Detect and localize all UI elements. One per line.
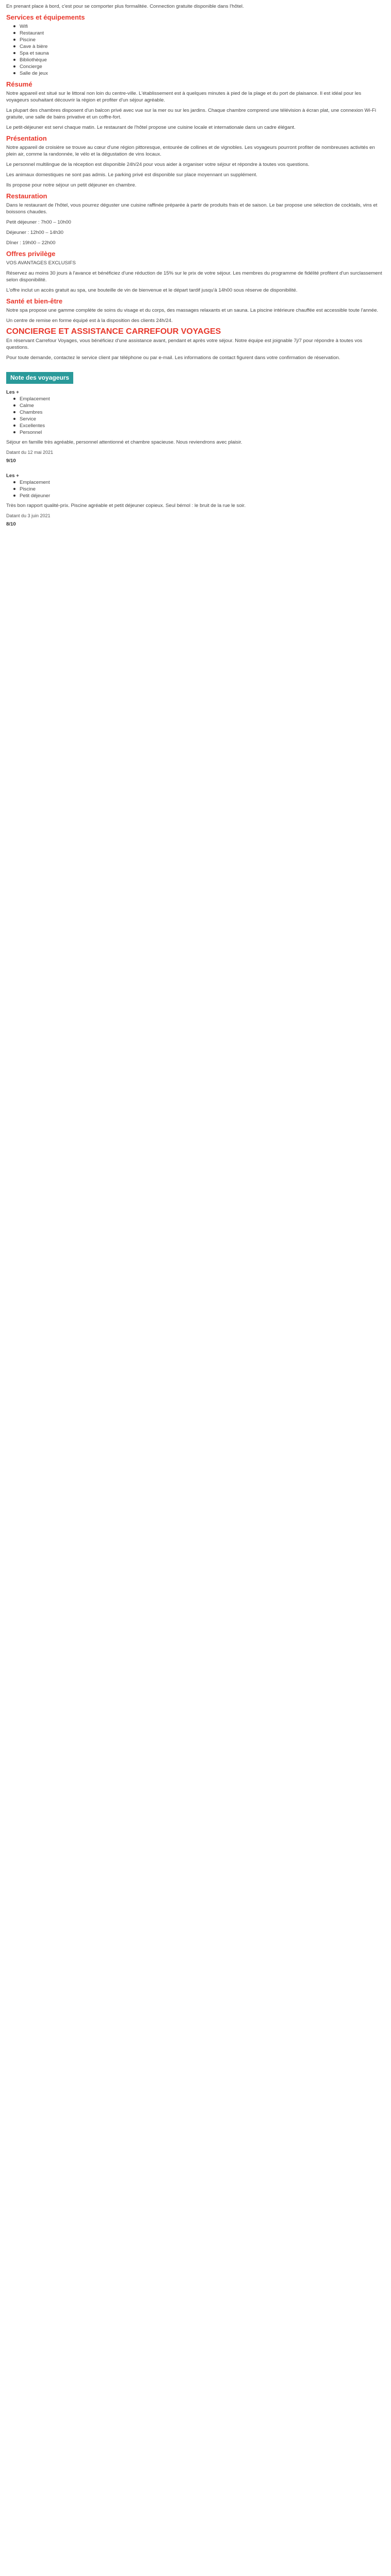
section-paragraph: Le personnel multilingue de la réception est disponible 24h/24 pour vous aider à organiser votre séjour et répondre à toutes vos questions.: [6, 162, 309, 167]
bullet-item: Concierge: [13, 63, 385, 70]
bullet-item: Restaurant: [13, 30, 385, 37]
review-text: Très bon rapport qualité-prix. Piscine agréable et petit déjeuner copieux. Seul bémol : le bruit de la rue le soir.: [6, 503, 246, 509]
section-title: Santé et bien-être: [6, 297, 63, 305]
section-paragraph: Notre spa propose une gamme complète de soins du visage et du corps, des massages relaxants et un sauna. La piscine intérieure chauffée est accessible toute l'année.: [6, 308, 379, 313]
review-score: 9/10: [6, 458, 16, 464]
section-paragraph: Réservez au moins 30 jours à l'avance et bénéficiez d'une réduction de 15% sur le prix de votre séjour. Les membres du programme de fidélité profitent d'un surclassement selon disponibilité.: [6, 270, 382, 283]
section-paragraph: Notre appareil est situé sur le littoral non loin du centre-ville. L'établissement est à quelques minutes à pied de la plage et du port de plaisance. Il est idéal pour les voyageurs souhaitant découvrir la région et profiter d'un séjour agréable.: [6, 91, 362, 103]
concierge-paragraph: En réservant Carrefour Voyages, vous bénéficiez d'une assistance avant, pendant et après votre séjour. Notre équipe est joignable 7j/7 pour répondre à toutes vos questions.: [6, 338, 363, 350]
page: [0, 0, 391, 528]
bullet-item: Excellentes: [13, 422, 385, 429]
section-title: Présentation: [6, 134, 47, 142]
section-title: Résumé: [6, 80, 32, 88]
section-title: Offres privilège: [6, 250, 56, 258]
concierge-title: CONCIERGE ET ASSISTANCE CARREFOUR VOYAGES: [6, 327, 221, 336]
section-paragraph: Dîner : 19h00 – 22h00: [6, 240, 56, 246]
section-bullets: [13, 23, 385, 77]
bullet-item: Spa et sauna: [13, 50, 385, 57]
section-paragraph: Notre appareil de croisière se trouve au cœur d'une région pittoresque, entourée de collines et de vignobles. Les voyageurs pourront profiter de nombreuses activités en plein air, comme la randonnée, le vélo et la dégustation de vins locaux.: [6, 145, 375, 157]
section: [6, 135, 385, 189]
bullet-item: Emplacement: [13, 479, 385, 486]
review-label: Les +: [6, 389, 19, 395]
section: [6, 14, 385, 77]
section-paragraph: Dans le restaurant de l'hôtel, vous pourrez déguster une cuisine raffinée préparée à partir de produits frais et de saison. Le bar propose une sélection de cocktails, vins et boissons chaudes.: [6, 202, 378, 215]
section-paragraph: Petit déjeuner : 7h00 – 10h00: [6, 219, 71, 225]
review-date: Datant du 3 juin 2021: [6, 513, 51, 518]
bullet-item: Service: [13, 416, 385, 422]
section: [6, 250, 385, 294]
bullet-item: Emplacement: [13, 396, 385, 402]
bullet-item: Chambres: [13, 409, 385, 416]
bullet-item: Piscine: [13, 37, 385, 43]
bullet-item: Bibliothèque: [13, 57, 385, 63]
review: [6, 389, 385, 464]
section-paragraph: Déjeuner : 12h00 – 14h30: [6, 230, 63, 235]
section: [6, 298, 385, 324]
section-paragraph: VOS AVANTAGES EXCLUSIFS: [6, 260, 76, 266]
concierge-section: [6, 328, 385, 361]
review-bullets: [13, 396, 385, 436]
reviews-container: [6, 389, 385, 528]
review-label: Les +: [6, 473, 19, 479]
section-paragraph: Ils propose pour notre séjour un petit déjeuner en chambre.: [6, 182, 137, 188]
review-text: Séjour en famille très agréable, personnel attentionné et chambre spacieuse. Nous reviendrons avec plaisir.: [6, 439, 242, 445]
section-paragraph: Les animaux domestiques ne sont pas admis. Le parking privé est disponible sur place moyennant un supplément.: [6, 172, 257, 178]
section-paragraph: La plupart des chambres disposent d'un balcon privé avec vue sur la mer ou sur les jardins. Chaque chambre comprend une télévision à écran plat, une connexion Wi-Fi gratuite, une salle de bains privative et un coffre-fort.: [6, 108, 376, 120]
review-bullets: [13, 479, 385, 499]
section: [6, 81, 385, 131]
bullet-item: Salle de jeux: [13, 70, 385, 77]
review: [6, 472, 385, 528]
bullet-item: Personnel: [13, 429, 385, 436]
bullet-item: Petit déjeuner: [13, 493, 385, 499]
section-paragraph: Un centre de remise en forme équipé est à la disposition des clients 24h/24.: [6, 318, 173, 324]
section-title: Services et équipements: [6, 13, 85, 21]
section-paragraph: L'offre inclut un accès gratuit au spa, une bouteille de vin de bienvenue et le départ tardif jusqu'à 14h00 sous réserve de disponibilité.: [6, 287, 298, 293]
bullet-item: Cave à bière: [13, 43, 385, 50]
intro-text: En prenant place à bord, c'est pour se comporter plus formalitée. Connection gratuite disponible dans l'hôtel.: [6, 4, 244, 9]
section-paragraph: Le petit-déjeuner est servi chaque matin. Le restaurant de l'hôtel propose une cuisine locale et internationale dans un cadre élégant.: [6, 125, 296, 130]
bullet-item: Wifi: [13, 23, 385, 30]
review-date: Datant du 12 mai 2021: [6, 450, 54, 455]
bullet-item: Piscine: [13, 486, 385, 493]
section-title: Restauration: [6, 192, 47, 200]
review-score: 8/10: [6, 521, 16, 527]
sections-container: [6, 14, 385, 324]
notes-title: Note des voyageurs: [6, 372, 73, 384]
concierge-paragraph: Pour toute demande, contactez le service client par téléphone ou par e-mail. Les informations de contact figurent dans votre confirmation de réservation.: [6, 355, 340, 361]
section: [6, 193, 385, 246]
bullet-item: Calme: [13, 402, 385, 409]
